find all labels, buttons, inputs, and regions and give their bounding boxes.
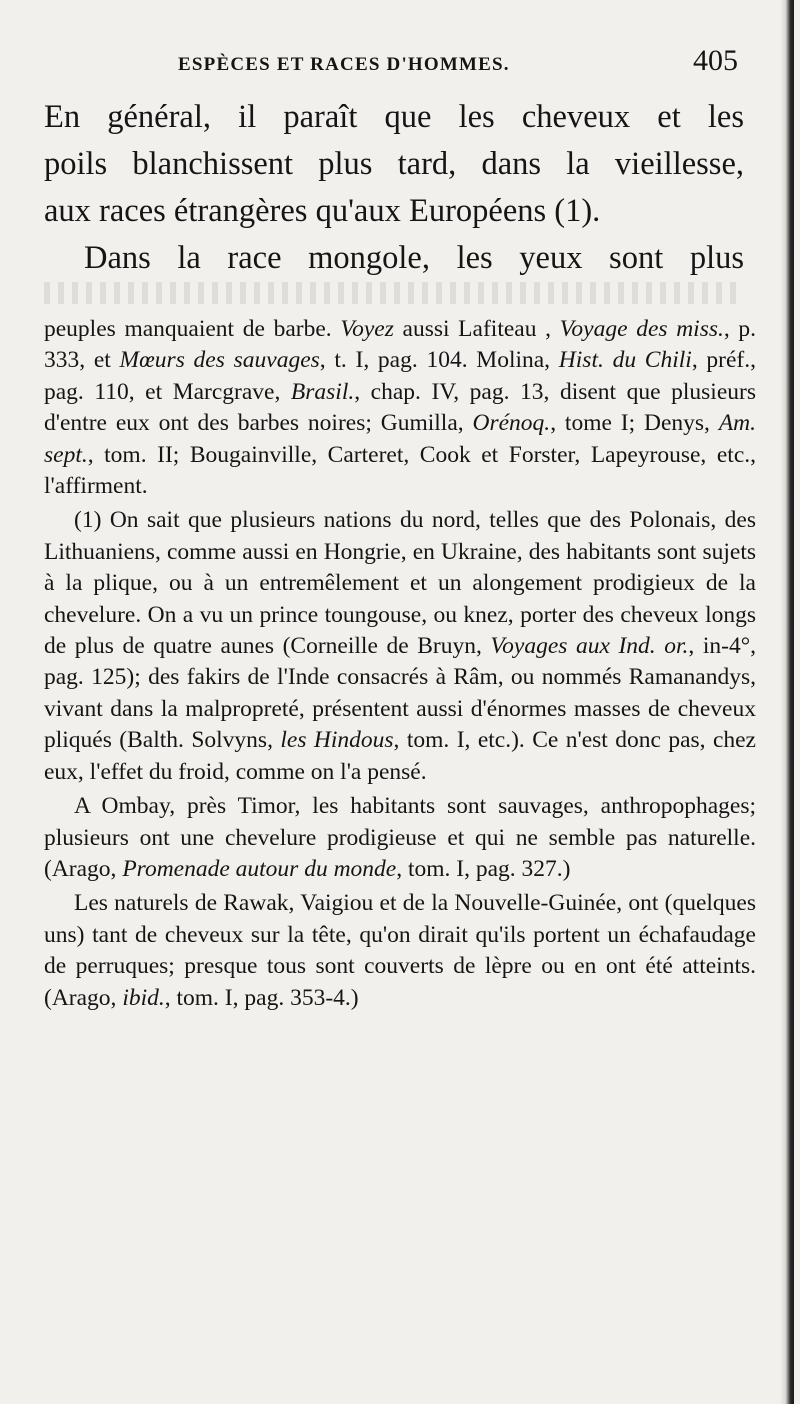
page-number: 405 [693, 44, 738, 77]
main-paragraph-2-line-1: Dans la race mongole, les yeux sont plus [84, 240, 744, 276]
footnotes [44, 314, 756, 1014]
footnote-continued: peuples manquaient de barbe. Voyez aussi Lafiteau , Voyage des miss., p. 333, et Mœurs des sauvages, t. I, pag. 104. Molina, Hist. du Chili, préf., pag. 110, et Marcgrave, Brasil., chap. IV, pag. 13, disent que plusieurs d'entre eux ont des barbes noires; Gumilla, Orénoq., tome I; Denys, Am. sept., tom. II; Bougainville, Carteret, Cook et Forster, Lapeyrouse, etc., l'affirment. [44, 316, 757, 500]
show-through-text [44, 282, 744, 304]
page-header [178, 44, 738, 84]
main-paragraph-1-line-2: poils blanchissent plus tard, dans la vieillesse, [44, 146, 744, 182]
main-paragraph-1-line-3: aux races étrangères qu'aux Européens (1). [44, 193, 601, 229]
footnote-1: (1) On sait que plusieurs nations du nord, telles que des Polonais, des Lithuaniens, comme aussi en Hongrie, en Ukraine, des habitants sont sujets à la plique, ou à un entremêlement et un alongement prodigieux de la chevelure. On a vu un prince toungouse, ou knez, porter des cheveux longs de plus de quatre aunes (Corneille de Bruyn, Voyages aux Ind. or., in-4°, pag. 125); des fakirs de l'Inde consacrés à Râm, ou nommés Ramanandys, vivant dans la malpropreté, présentent aussi d'énormes masses de cheveux pliqués (Balth. Solvyns, les Hindous, tom. I, etc.). Ce n'est donc pas, chez eux, l'effet du froid, comme on l'a pensé. [44, 507, 756, 785]
main-paragraph-1-line-1: En général, il paraît que les cheveux et les [44, 99, 744, 135]
main-text [44, 94, 744, 282]
running-title: ESPÈCES ET RACES D'HOMMES. [178, 54, 510, 75]
footnote-2: A Ombay, près Timor, les habitants sont sauvages, anthropophages; plusieurs ont une chevelure prodigieuse et qui ne semble pas naturelle. (Arago, Promenade autour du monde, tom. I, pag. 327.) [44, 793, 756, 882]
page-edge-shadow [780, 0, 794, 1404]
footnote-3: Les naturels de Rawak, Vaigiou et de la Nouvelle-Guinée, ont (quelques uns) tant de cheveux sur la tête, qu'on dirait qu'ils portent un échafaudage de perruques; presque tous sont couverts de lèpre ou en ont été atteints. (Arago, ibid., tom. I, pag. 353-4.) [44, 890, 756, 1011]
